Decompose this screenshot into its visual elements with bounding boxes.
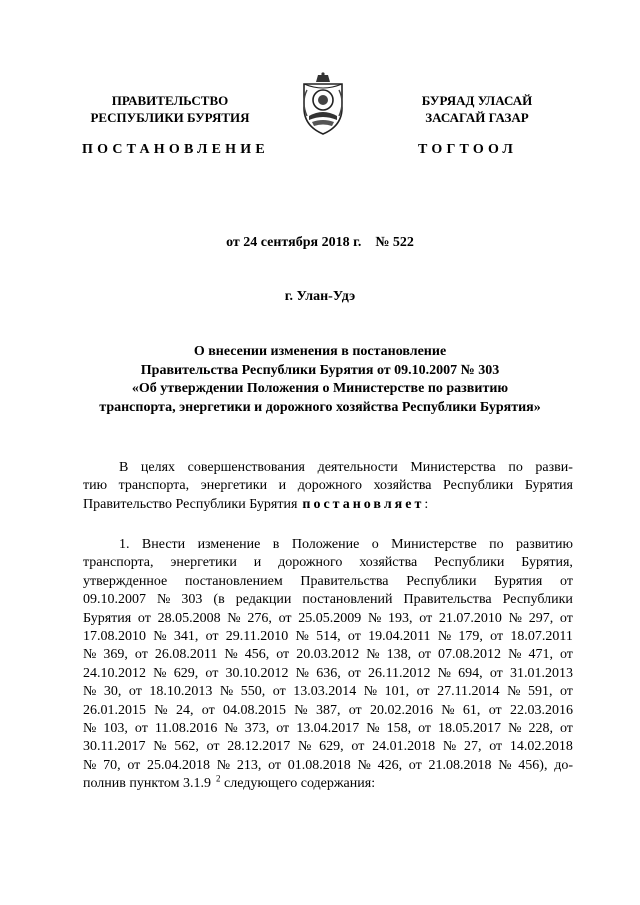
word: от — [559, 684, 573, 700]
word: 24.10.2012 — [83, 665, 146, 681]
word: № — [154, 702, 168, 718]
word: 20.02.2016 — [369, 702, 433, 718]
word: от — [489, 739, 503, 755]
word: 193, — [388, 610, 413, 626]
word: от — [559, 647, 573, 663]
word: от — [128, 684, 142, 700]
word: 158, — [386, 721, 412, 737]
word: 456, — [244, 647, 270, 663]
word: Бурятия — [494, 573, 543, 589]
word: № — [442, 739, 457, 755]
issuer-left-block — [70, 92, 270, 126]
word: 25.04.2018 — [147, 757, 210, 773]
word: 04.08.2015 — [222, 702, 286, 718]
word: 103, — [103, 721, 128, 737]
text-line — [83, 757, 573, 775]
text-line — [83, 702, 573, 720]
text-line — [83, 646, 573, 664]
preamble-paragraph — [83, 459, 573, 514]
word: 07.08.2012 — [438, 647, 502, 663]
text-line — [83, 610, 573, 628]
word: № — [219, 684, 234, 700]
word: и — [253, 555, 262, 571]
word: от — [559, 610, 573, 626]
word: дорожного — [278, 555, 343, 571]
city: г. Улан-Удэ — [284, 289, 356, 304]
text-line — [83, 591, 573, 609]
clause-1-last-prefix: полнив пунктом 3.1.9 — [83, 776, 212, 792]
word: 18.07.2011 — [510, 629, 573, 645]
text-line-final — [83, 496, 573, 514]
word: от — [205, 629, 219, 645]
word: Республики — [406, 573, 477, 589]
word: № — [295, 629, 309, 645]
word: 694, — [458, 665, 483, 681]
word: от — [134, 721, 148, 737]
word: по — [508, 460, 523, 475]
word: Внести — [141, 537, 186, 552]
word: 70, — [103, 757, 121, 773]
word: от — [419, 610, 433, 626]
word: тию — [83, 478, 108, 494]
word: от — [134, 647, 148, 663]
word: В — [119, 460, 129, 475]
text-line — [83, 683, 573, 701]
text-line — [83, 720, 573, 738]
word: от — [490, 629, 504, 645]
word: 20.03.2012 — [296, 647, 360, 663]
word: 179, — [458, 629, 483, 645]
word: редакции — [235, 592, 292, 608]
word: 303 — [181, 592, 203, 608]
word: от — [559, 721, 573, 737]
word: от — [408, 757, 422, 773]
word: № — [366, 721, 380, 737]
word: № — [294, 702, 308, 718]
word: 14.02.2018 — [509, 739, 573, 755]
word: № — [153, 629, 167, 645]
word: 373, — [244, 721, 270, 737]
preamble-line3-prefix: Правительство Республики Бурятия — [83, 496, 298, 512]
word: (в — [213, 592, 225, 608]
word: по — [489, 537, 504, 552]
word: дорожного — [297, 478, 363, 494]
text-line — [83, 554, 573, 572]
word: 22.03.2016 — [509, 702, 573, 718]
word: № — [363, 684, 378, 700]
word: от — [201, 702, 215, 718]
word: хозяйства — [359, 555, 418, 571]
word: 228, — [528, 721, 553, 737]
word: № — [508, 721, 522, 737]
word: транспорта, — [83, 555, 154, 571]
word: Правительства — [403, 592, 492, 608]
word: от — [206, 739, 220, 755]
word: 1. — [119, 537, 130, 552]
word: 26.01.2015 — [83, 702, 146, 718]
word: 456), — [518, 757, 548, 773]
word: 29.11.2010 — [225, 629, 289, 645]
word: в — [272, 537, 280, 552]
text-line — [83, 573, 573, 591]
issuer-left-line1: ПРАВИТЕЛЬСТВО — [111, 93, 229, 108]
word: 19.04.2011 — [368, 629, 431, 645]
word: 629, — [173, 665, 199, 681]
word: изменение — [197, 537, 261, 552]
issuer-right-line1: БУРЯАД УЛАСАЙ — [421, 93, 533, 108]
word: 25.05.2009 — [298, 610, 362, 626]
word: 636, — [316, 665, 341, 681]
word: совершенствования — [187, 460, 305, 475]
word: 21.08.2018 — [428, 757, 492, 773]
word: № — [83, 684, 97, 700]
word: 17.08.2010 — [83, 629, 146, 645]
word: 213, — [236, 757, 262, 773]
word: № — [507, 684, 521, 700]
word: от — [205, 665, 219, 681]
word: целях — [140, 460, 176, 475]
word: № — [498, 757, 512, 773]
word: развитию — [516, 537, 573, 552]
word: № — [224, 647, 238, 663]
text-line — [83, 738, 573, 756]
word: от — [276, 721, 290, 737]
title-line: Правительства Республики Бурятия от 09.10.2007 № 303 — [140, 362, 500, 378]
word: № — [508, 647, 522, 663]
word: 13.04.2017 — [296, 721, 360, 737]
word: № — [216, 757, 231, 773]
text-line — [83, 665, 573, 683]
word: Бурятия — [83, 610, 132, 626]
date-number-line — [0, 235, 640, 251]
word: Республики — [502, 592, 573, 608]
word: 101, — [384, 684, 410, 700]
word: 28.12.2017 — [227, 739, 291, 755]
word: № — [298, 739, 312, 755]
word: 30.10.2012 — [225, 665, 289, 681]
word: 471, — [528, 647, 553, 663]
word: от — [560, 573, 573, 589]
word: энергетики — [170, 555, 237, 571]
word: 369, — [103, 647, 128, 663]
word: 562, — [174, 739, 199, 755]
word: постановлением — [184, 573, 283, 589]
word: № — [366, 647, 380, 663]
word: утвержденное — [83, 573, 168, 589]
word: 27.11.2014 — [437, 684, 500, 700]
word: Республики — [434, 555, 505, 571]
word: 387, — [315, 702, 341, 718]
word: 13.03.2014 — [293, 684, 357, 700]
word: от — [347, 665, 361, 681]
word: от — [489, 665, 503, 681]
word: 30.11.2017 — [83, 739, 146, 755]
document-date: от 24 сентября 2018 г. — [226, 235, 362, 250]
title-line: «Об утверждении Положения о Министерстве по развитию — [131, 381, 509, 396]
word: от — [278, 610, 292, 626]
word: 31.01.2013 — [509, 665, 573, 681]
word: № — [224, 721, 238, 737]
word: Министерстве — [391, 537, 477, 552]
clause-1-paragraph — [83, 536, 573, 794]
word: 341, — [173, 629, 199, 645]
word: 21.07.2010 — [438, 610, 502, 626]
title-line: транспорта, энергетики и дорожного хозяйства Республики Бурятия» — [99, 399, 541, 415]
word: 24.01.2018 — [372, 739, 436, 755]
word: № — [508, 610, 522, 626]
word: от — [127, 757, 141, 773]
word: № — [83, 721, 97, 737]
word: № — [83, 647, 97, 663]
document-title — [60, 343, 580, 417]
word: от — [276, 647, 290, 663]
word: 26.08.2011 — [154, 647, 218, 663]
word: № — [157, 592, 171, 608]
word: № — [153, 665, 167, 681]
word: Положение — [291, 537, 360, 552]
title-line: О внесении изменения в постановление — [193, 344, 447, 359]
word: № — [437, 629, 452, 645]
word: 629, — [319, 739, 344, 755]
word: Республики — [443, 478, 514, 494]
issuer-right-line2: ЗАСАГАЙ ГАЗАР — [425, 110, 529, 125]
word: 18.10.2013 — [149, 684, 213, 700]
word: Бурятия, — [521, 555, 573, 571]
word: от — [416, 684, 430, 700]
text-line — [83, 536, 573, 554]
word: 426, — [377, 757, 403, 773]
word: от — [137, 610, 151, 626]
word: от — [268, 757, 281, 773]
word: о — [371, 537, 379, 552]
word: деятельности — [317, 460, 398, 475]
word: 24, — [175, 702, 194, 718]
preamble-line3-suffix: : — [424, 496, 429, 512]
word: до- — [554, 757, 573, 773]
word: 514, — [316, 629, 341, 645]
word: от — [488, 702, 502, 718]
word: № — [227, 610, 241, 626]
word: Министерства — [410, 460, 496, 475]
resolves-word: постановляет — [302, 496, 425, 512]
text-line — [83, 628, 573, 646]
word: 11.08.2016 — [154, 721, 218, 737]
word: от — [351, 739, 365, 755]
word: энергетики — [200, 478, 268, 494]
word: разви- — [535, 460, 573, 475]
text-line — [83, 477, 573, 495]
clause-1-last-line — [83, 775, 380, 793]
word: Бурятия — [524, 478, 573, 494]
word: 28.05.2008 — [157, 610, 221, 626]
word: от — [418, 721, 432, 737]
word: от — [272, 684, 286, 700]
word: 550, — [240, 684, 266, 700]
word: № — [437, 665, 451, 681]
word: № — [153, 739, 167, 755]
word: № — [295, 665, 310, 681]
issuer-right-block — [392, 92, 562, 126]
word: 01.08.2018 — [287, 757, 351, 773]
word: 138, — [386, 647, 412, 663]
word: 61, — [462, 702, 481, 718]
word: хозяйства — [373, 478, 432, 494]
word: № — [83, 757, 97, 773]
word: 09.10.2007 — [83, 592, 146, 608]
word: № — [441, 702, 455, 718]
doc-type-left: ПОСТАНОВЛЕНИЕ — [82, 142, 269, 157]
document-number: № 522 — [375, 235, 414, 250]
word: № — [357, 757, 371, 773]
text-line-final — [83, 775, 573, 793]
word: от — [418, 647, 432, 663]
word: 30, — [103, 684, 122, 700]
clause-1-last-suffix: следующего содержания: — [220, 776, 376, 792]
word: 276, — [247, 610, 272, 626]
word: 27, — [463, 739, 482, 755]
word: от — [348, 702, 362, 718]
doc-type-right: ТОГТООЛ — [418, 142, 518, 157]
word: 26.11.2012 — [367, 665, 431, 681]
word: № — [367, 610, 382, 626]
superscript: 2 — [216, 773, 221, 784]
word: транспорта, — [118, 478, 190, 494]
word: постановлений — [302, 592, 393, 608]
word: от — [347, 629, 361, 645]
text-line — [83, 459, 573, 477]
word: Правительства — [300, 573, 389, 589]
word: 297, — [528, 610, 554, 626]
issuer-left-line2: РЕСПУБЛИКИ БУРЯТИЯ — [90, 110, 250, 125]
word: 591, — [527, 684, 553, 700]
coat-of-arms-emblem — [298, 72, 348, 138]
word: и — [278, 478, 287, 494]
word: 18.05.2017 — [438, 721, 502, 737]
